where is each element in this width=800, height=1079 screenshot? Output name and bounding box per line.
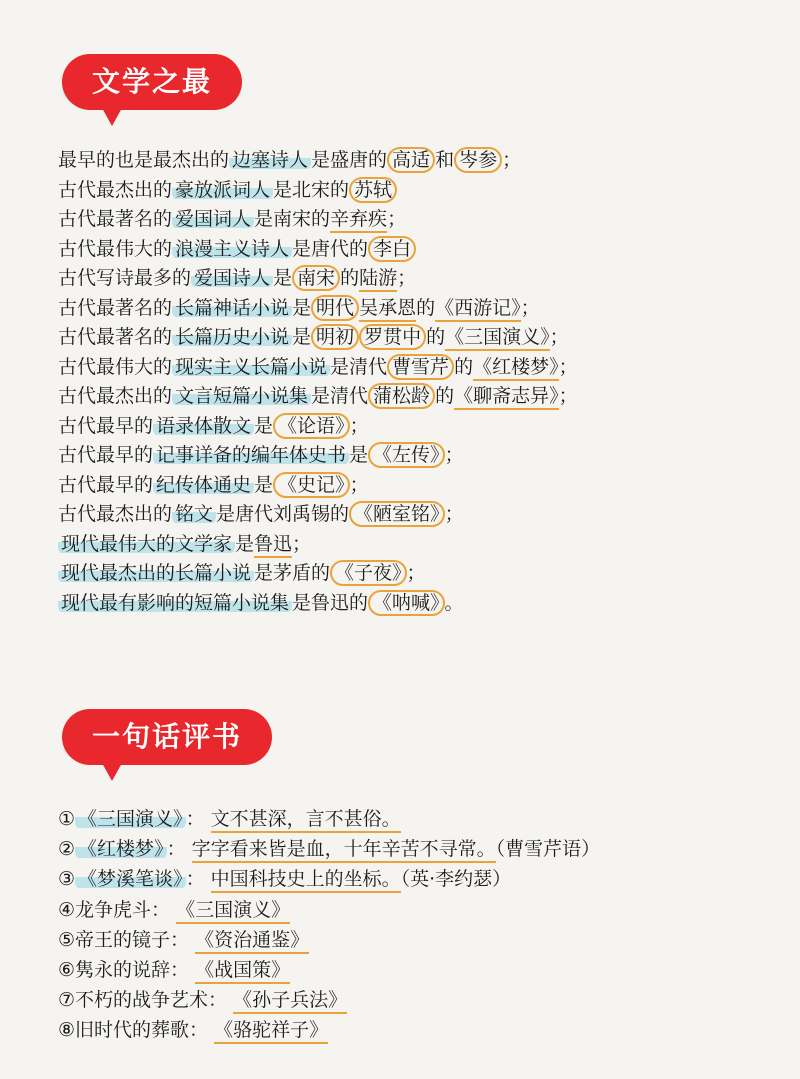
text-segment: 《聊斋志异》 (454, 385, 559, 410)
text-segment: ； (549, 326, 569, 348)
text-segment: 是唐代刘禹锡的 (216, 503, 350, 525)
text-segment: 《陋室铭》 (349, 501, 445, 527)
text-segment: ⑧旧时代的葬歌： (58, 1019, 215, 1042)
text-segment: 苏轼 (349, 177, 397, 203)
text-segment: 是 (273, 267, 293, 289)
text-segment: 古代最早的 (58, 444, 154, 466)
text-segment: 古代最著名的 (58, 326, 173, 348)
text-segment: 《史记》 (273, 472, 350, 498)
text-segment: 是清代 (311, 385, 369, 407)
text-segment: 是茅盾的 (254, 562, 331, 584)
text-segment: 爱国诗人 (191, 267, 273, 289)
text-segment: 是北宋的 (273, 178, 350, 201)
list-item (58, 323, 578, 353)
list-item (58, 864, 600, 894)
text-segment: 记事详备的编年体史书 (153, 444, 349, 466)
text-segment: 最早的也是最杰出的 (58, 149, 230, 171)
list-item (58, 176, 578, 206)
text-segment: ； (558, 355, 578, 378)
text-segment: 的 (340, 267, 360, 289)
text-segment: 是盛唐的 (311, 149, 388, 171)
text-segment: ⑥隽永的说辞： (58, 958, 196, 981)
text-segment: 的 (416, 296, 436, 319)
text-segment: 爱国词人 (172, 208, 254, 230)
text-segment: ① (58, 808, 76, 830)
text-segment: （曹雪芹语） (495, 838, 601, 861)
text-segment: 高适 (387, 147, 435, 173)
list-item (58, 804, 600, 834)
text-segment: 陆游 (359, 267, 397, 292)
text-segment: 现代最有影响的短篇小说集 (58, 592, 292, 614)
list-item (58, 264, 578, 294)
text-segment: 古代最著名的 (58, 296, 173, 319)
text-segment: （英·李约瑟） (400, 868, 512, 891)
text-segment: 是 (349, 444, 369, 466)
text-segment: ② (58, 838, 76, 861)
text-segment: 是 (235, 532, 255, 555)
literature-superlatives-list (58, 146, 578, 618)
list-item (58, 895, 600, 925)
text-segment: 《三国演义》 (75, 808, 186, 830)
text-segment: 古代最伟大的 (58, 355, 173, 378)
list-item (58, 1015, 600, 1045)
text-segment: ③ (58, 868, 76, 891)
text-segment: 古代最杰出的 (58, 178, 173, 201)
text-segment: 是 (254, 414, 274, 437)
list-item (58, 500, 578, 530)
list-item (58, 441, 578, 471)
list-item (58, 146, 578, 176)
text-segment: 中国科技史上的坐标。 (211, 868, 401, 893)
text-segment: 语录体散文 (153, 415, 254, 437)
section-title-literature-superlatives: 文学之最 (62, 54, 242, 110)
text-segment: 长篇神话小说 (172, 297, 292, 319)
text-segment: ； (387, 208, 407, 230)
text-segment: 鲁迅 (254, 533, 292, 558)
text-segment: 《骆驼祥子》 (214, 1019, 328, 1044)
text-segment: 《红楼梦》 (473, 356, 559, 381)
text-segment: 是 (254, 473, 274, 496)
text-segment: 浪漫主义诗人 (172, 238, 292, 260)
list-item (58, 834, 600, 864)
text-segment: 《红楼梦》 (75, 838, 167, 860)
text-segment: 《子夜》 (330, 560, 407, 586)
list-item (58, 955, 600, 985)
text-segment: 《呐喊》 (368, 590, 445, 616)
text-segment: ； (397, 267, 417, 289)
text-segment: 古代最早的 (58, 473, 154, 496)
text-segment: 是南宋的 (254, 208, 331, 230)
text-segment: ： (185, 808, 211, 830)
text-segment: 的 (426, 326, 446, 348)
text-segment: 文言短篇小说集 (172, 385, 311, 407)
list-item (58, 589, 578, 619)
text-segment: ； (558, 385, 578, 407)
text-segment: 《西游记》 (435, 297, 521, 322)
text-segment: 是唐代的 (292, 237, 369, 260)
text-segment: 字字看来皆是血，十年辛苦不寻常。 (192, 838, 496, 863)
one-line-reviews-list (58, 804, 600, 1046)
text-segment: 是 (292, 296, 312, 319)
list-item (58, 382, 578, 412)
text-segment: ⑦不朽的战争艺术： (58, 989, 234, 1012)
text-segment: 是清代 (330, 355, 388, 378)
text-segment: 的 (454, 355, 474, 378)
text-segment: 古代最早的 (58, 414, 154, 437)
section-title-one-line-reviews: 一句话评书 (62, 709, 272, 765)
text-segment: 。 (444, 591, 464, 614)
text-segment: ④龙争虎斗： (58, 898, 177, 921)
text-segment: 南宋 (292, 265, 340, 291)
text-segment: 《论语》 (273, 413, 350, 439)
text-segment: 豪放派词人 (172, 179, 273, 201)
text-segment: 铭文 (172, 503, 216, 525)
text-segment: 文不甚深，言不甚俗。 (211, 808, 401, 833)
text-segment: ； (292, 532, 312, 555)
text-segment: 古代最著名的 (58, 208, 173, 230)
list-item (58, 925, 600, 955)
text-segment: ； (444, 503, 464, 525)
text-segment: 是鲁迅的 (292, 591, 369, 614)
text-segment: 现实主义长篇小说 (172, 356, 330, 378)
text-segment: 蒲松龄 (368, 383, 435, 409)
list-item (58, 205, 578, 235)
text-segment: ； (520, 296, 540, 319)
text-segment: 吴承恩 (359, 297, 416, 322)
text-segment: 的 (435, 385, 455, 407)
list-item (58, 530, 578, 560)
text-segment: ； (502, 149, 522, 171)
list-item (58, 353, 578, 383)
text-segment: ； (349, 473, 369, 496)
text-segment: 《战国策》 (195, 959, 290, 984)
text-segment: 明代 (311, 295, 359, 321)
text-segment: ； (444, 444, 464, 466)
text-segment: 曹雪芹 (387, 354, 454, 380)
text-segment: ⑤帝王的镜子： (58, 928, 196, 951)
text-segment: ： (166, 838, 192, 861)
text-segment: 《三国演义》 (176, 899, 290, 924)
text-segment: 纪传体通史 (153, 474, 254, 496)
text-segment: 李白 (368, 236, 416, 262)
text-segment: 辛弃疾 (330, 208, 387, 233)
text-segment: 《资治通鉴》 (195, 929, 309, 954)
list-item (58, 412, 578, 442)
text-segment: 古代最伟大的 (58, 237, 173, 260)
text-segment: 《三国演义》 (445, 326, 550, 351)
text-segment: 现代最杰出的长篇小说 (58, 562, 254, 584)
text-segment: 古代最杰出的 (58, 503, 173, 525)
text-segment: 明初 (311, 324, 359, 350)
text-segment: ； (406, 562, 426, 584)
text-segment: 古代写诗最多的 (58, 267, 192, 289)
text-segment: 古代最杰出的 (58, 385, 173, 407)
text-segment: 现代最伟大的文学家 (58, 533, 235, 555)
list-item (58, 985, 600, 1015)
text-segment: 是 (292, 326, 312, 348)
text-segment: 边塞诗人 (229, 149, 311, 171)
text-segment: 罗贯中 (359, 324, 426, 350)
list-item (58, 235, 578, 265)
text-segment: 岑参 (454, 147, 502, 173)
text-segment: 和 (435, 149, 455, 171)
text-segment: ； (349, 414, 369, 437)
list-item (58, 294, 578, 324)
list-item (58, 471, 578, 501)
text-segment: 《梦溪笔谈》 (75, 868, 186, 890)
text-segment: 长篇历史小说 (172, 326, 292, 348)
text-segment: 《左传》 (368, 442, 445, 468)
text-segment: 《孙子兵法》 (233, 989, 347, 1014)
list-item (58, 559, 578, 589)
text-segment: ： (185, 868, 211, 891)
